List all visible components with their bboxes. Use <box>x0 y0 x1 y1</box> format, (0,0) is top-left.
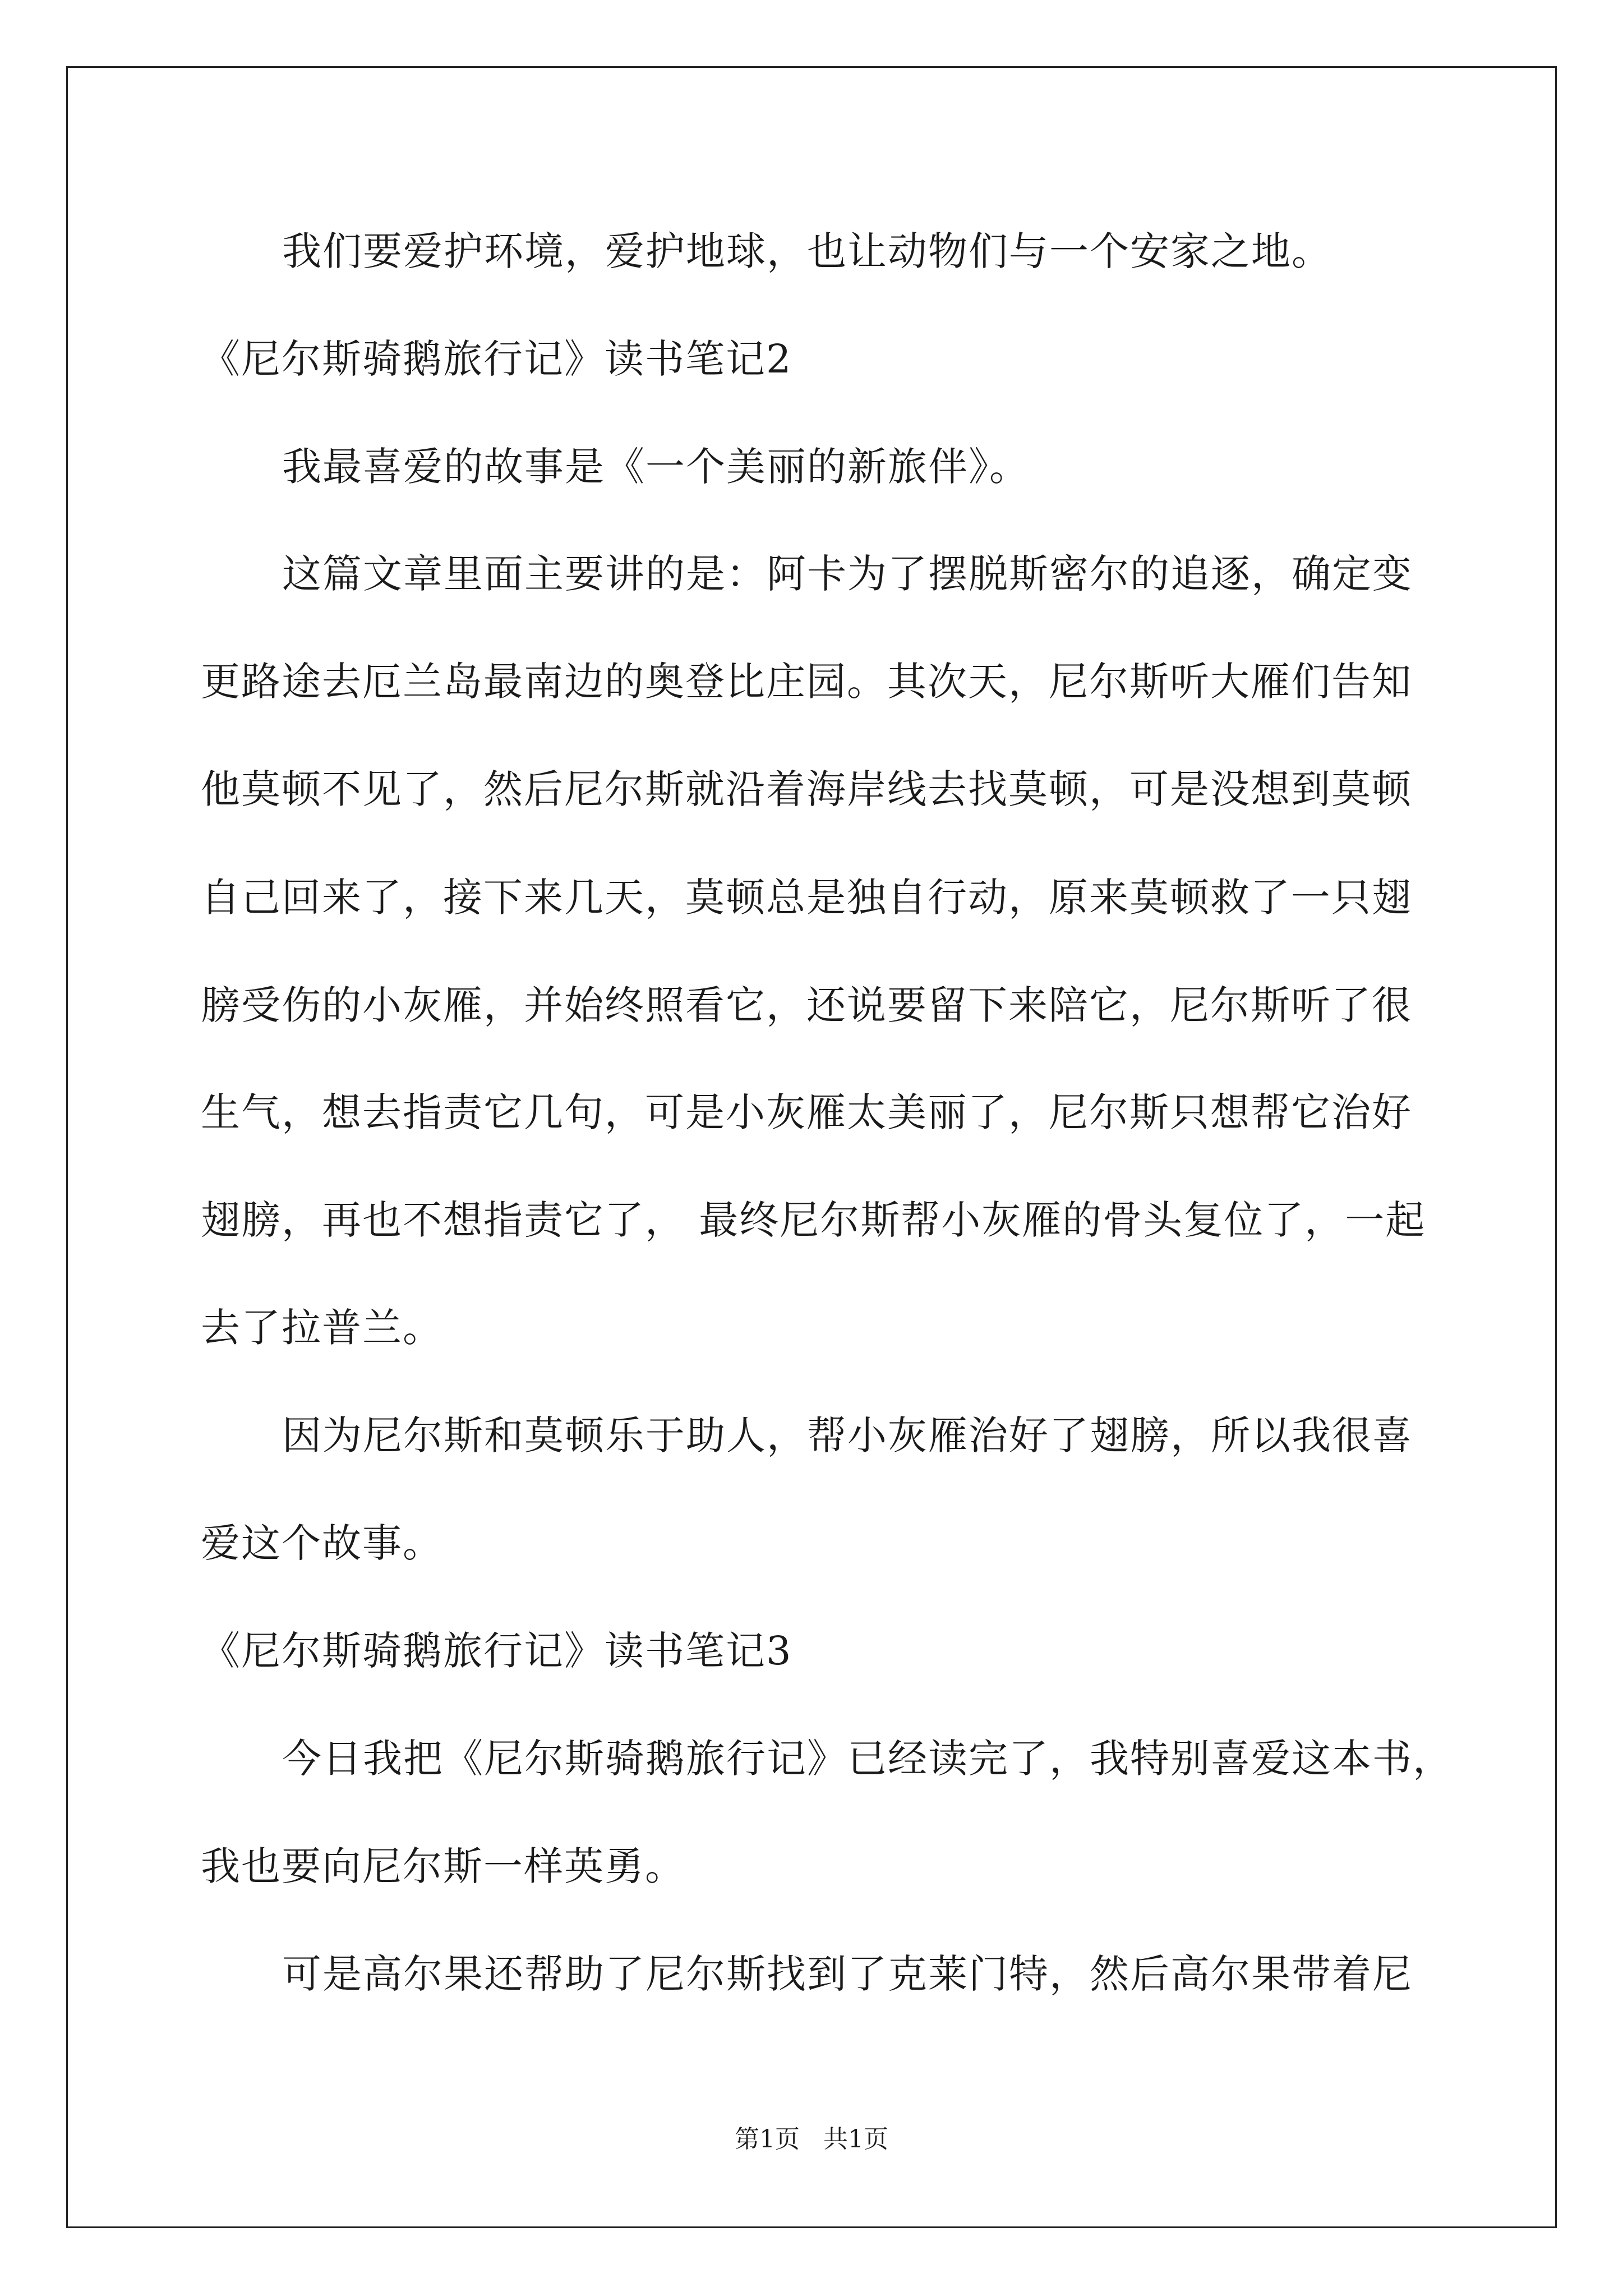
section-heading: 《尼尔斯骑鹅旅行记》读书笔记3 <box>201 1628 792 1674</box>
paragraph-line: 更路途去厄兰岛最南边的奥登比庄园。其次天，尼尔斯听大雁们告知 <box>201 659 1412 705</box>
paragraph-line: 膀受伤的小灰雁，并始终照看它，还说要留下来陪它，尼尔斯听了很 <box>201 982 1412 1028</box>
paragraph-line: 他莫顿不见了，然后尼尔斯就沿着海岸线去找莫顿，可是没想到莫顿 <box>201 766 1412 812</box>
paragraph-line: 因为尼尔斯和莫顿乐于助人，帮小灰雁治好了翅膀，所以我很喜 <box>282 1412 1413 1458</box>
paragraph-line: 可是高尔果还帮助了尼尔斯找到了克莱门特，然后高尔果带着尼 <box>282 1951 1413 1997</box>
paragraph-line: 爱这个故事。 <box>201 1520 443 1566</box>
paragraph-line: 翅膀，再也不想指责它了， 最终尼尔斯帮小灰雁的骨头复位了，一起 <box>201 1197 1426 1243</box>
paragraph-line: 这篇文章里面主要讲的是：阿卡为了摆脱斯密尔的追逐，确定变 <box>282 551 1413 597</box>
page-number-footer: 第1页 共1页 <box>735 2125 888 2154</box>
paragraph-line: 我们要爱护环境，爱护地球，也让动物们与一个安家之地。 <box>282 228 1332 274</box>
paragraph-line: 去了拉普兰。 <box>201 1305 443 1351</box>
paragraph-line: 生气，想去指责它几句，可是小灰雁太美丽了，尼尔斯只想帮它治好 <box>201 1089 1412 1135</box>
section-heading: 《尼尔斯骑鹅旅行记》读书笔记2 <box>201 336 792 382</box>
paragraph-line: 今日我把《尼尔斯骑鹅旅行记》已经读完了，我特别喜爱这本书， <box>282 1736 1453 1782</box>
paragraph-line: 我也要向尼尔斯一样英勇。 <box>201 1843 685 1889</box>
paragraph-line: 自己回来了，接下来几天，莫顿总是独自行动，原来莫顿救了一只翅 <box>201 875 1412 921</box>
paragraph-line: 我最喜爱的故事是《一个美丽的新旅伴》。 <box>282 444 1030 490</box>
page-border <box>66 66 1557 2228</box>
